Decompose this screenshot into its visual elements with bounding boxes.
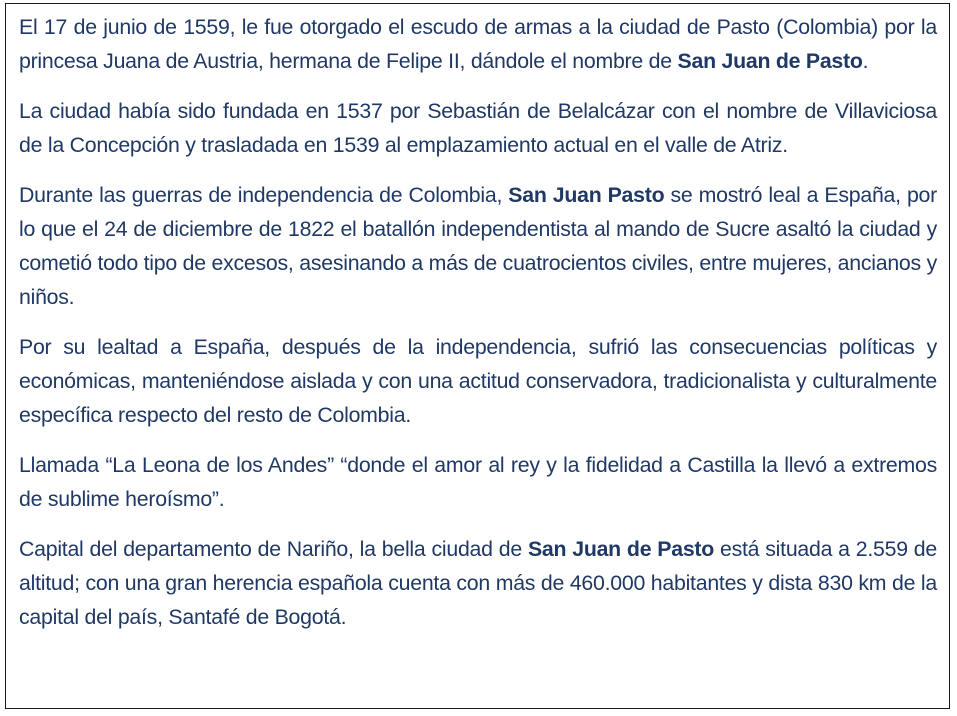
bold-name: San Juan de Pasto [527,537,715,561]
text-run: La ciudad había sido fundada en 1537 por Sebastián de Belalcázar con el nombre de Villaviciosa de la Concepción y trasladada en 1539 al emplazamiento actual en el valle de Atriz. [19,99,937,157]
text-box [5,3,950,709]
text-run: El 17 de junio de 1559, le fue otorgado el escudo de armas a la ciudad de Pasto (Colombia) por la princesa Juana de Austria, hermana de Felipe II, dándole el nombre de [19,15,937,73]
text-run: Durante las guerras de independencia de Colombia, [19,183,509,207]
paragraph-lealtad [19,330,937,432]
paragraph-leona [19,448,937,516]
text-run: Llamada “La Leona de los Andes” “donde el amor al rey y la fidelidad a Castilla la llevó a extremos de sublime heroísmo”. [19,453,937,511]
text-run: se mostró leal a España, por lo que el 24 de diciembre de 1822 el batallón independentista al mando de Sucre asaltó la ciudad y cometió todo tipo de excesos, asesinando a más de cuatrocientos civiles, entre mujeres, ancianos y niños. [19,183,937,309]
text-run: . [862,49,869,73]
paragraph-fundacion [19,94,937,162]
text-run: está situada a 2.559 de altitud; con una gran herencia española cuenta con más de 460.000 habitantes y dista 830 km de la capital del país, Santafé de Bogotá. [19,537,937,629]
bold-name: San Juan Pasto [508,183,665,207]
paragraph-independencia [19,178,937,314]
text-run: Capital del departamento de Nariño, la bella ciudad de [19,537,528,561]
paragraph-escudo [19,10,937,78]
paragraph-capital [19,532,937,634]
bold-name: San Juan de Pasto [677,49,863,73]
text-run: Por su lealtad a España, después de la independencia, sufrió las consecuencias políticas y económicas, manteniéndose aislada y con una actitud conservadora, tradicionalista y culturalmente específica respecto del resto de Colombia. [19,335,937,427]
